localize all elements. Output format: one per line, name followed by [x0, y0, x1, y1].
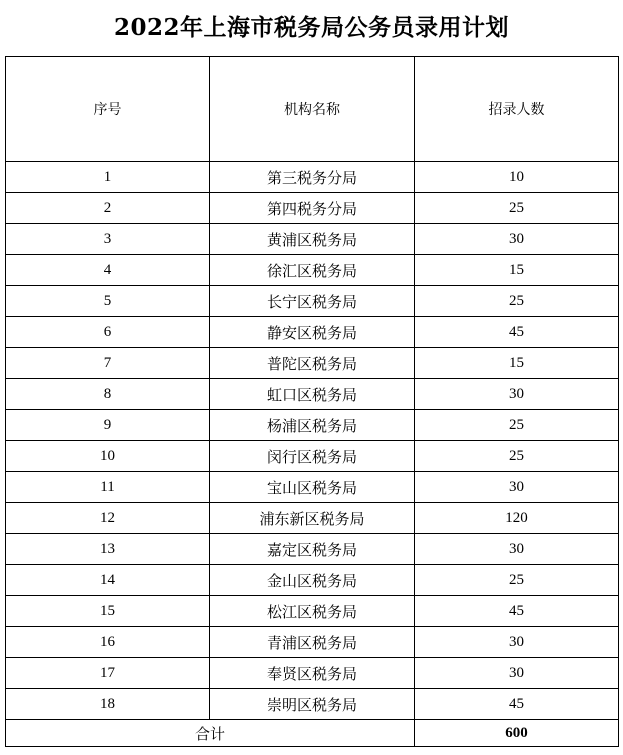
row-quota: 25: [415, 193, 619, 224]
row-quota: 30: [415, 534, 619, 565]
row-quota: 30: [415, 472, 619, 503]
table-row: [6, 348, 619, 379]
row-index: 14: [6, 565, 210, 596]
row-org-name: 宝山区税务局: [210, 472, 415, 503]
table-row: [6, 689, 619, 720]
header-quota: 招录人数: [415, 57, 619, 162]
recruitment-plan-table: [5, 56, 619, 747]
row-index: 6: [6, 317, 210, 348]
table-row: [6, 503, 619, 534]
table-header-row: [6, 57, 619, 162]
row-index: 18: [6, 689, 210, 720]
table-row: [6, 224, 619, 255]
row-index: 7: [6, 348, 210, 379]
row-org-name: 徐汇区税务局: [210, 255, 415, 286]
row-org-name: 金山区税务局: [210, 565, 415, 596]
row-index: 9: [6, 410, 210, 441]
row-quota: 25: [415, 286, 619, 317]
row-org-name: 第三税务分局: [210, 162, 415, 193]
row-index: 5: [6, 286, 210, 317]
table-row: [6, 596, 619, 627]
row-quota: 15: [415, 255, 619, 286]
row-org-name: 浦东新区税务局: [210, 503, 415, 534]
row-index: 3: [6, 224, 210, 255]
table-row: [6, 410, 619, 441]
total-label: 合计: [6, 720, 415, 747]
document-title: 2022年上海市税务局公务员录用计划: [113, 14, 509, 41]
table-row: [6, 658, 619, 689]
row-index: 2: [6, 193, 210, 224]
row-org-name: 虹口区税务局: [210, 379, 415, 410]
row-quota: 30: [415, 658, 619, 689]
row-index: 13: [6, 534, 210, 565]
table-row: [6, 317, 619, 348]
row-index: 1: [6, 162, 210, 193]
row-index: 15: [6, 596, 210, 627]
row-index: 4: [6, 255, 210, 286]
table-row: [6, 193, 619, 224]
row-org-name: 嘉定区税务局: [210, 534, 415, 565]
table-row: [6, 441, 619, 472]
row-org-name: 静安区税务局: [210, 317, 415, 348]
row-quota: 15: [415, 348, 619, 379]
row-quota: 25: [415, 565, 619, 596]
row-org-name: 松江区税务局: [210, 596, 415, 627]
row-quota: 25: [415, 441, 619, 472]
table-row: [6, 379, 619, 410]
total-row: [6, 720, 619, 747]
table-row: [6, 255, 619, 286]
row-quota: 45: [415, 596, 619, 627]
row-org-name: 杨浦区税务局: [210, 410, 415, 441]
row-org-name: 黄浦区税务局: [210, 224, 415, 255]
row-quota: 10: [415, 162, 619, 193]
row-quota: 30: [415, 627, 619, 658]
row-org-name: 崇明区税务局: [210, 689, 415, 720]
row-quota: 30: [415, 379, 619, 410]
row-quota: 120: [415, 503, 619, 534]
row-index: 16: [6, 627, 210, 658]
table-row: [6, 162, 619, 193]
row-org-name: 第四税务分局: [210, 193, 415, 224]
row-org-name: 普陀区税务局: [210, 348, 415, 379]
row-index: 10: [6, 441, 210, 472]
row-org-name: 闵行区税务局: [210, 441, 415, 472]
row-index: 11: [6, 472, 210, 503]
table-row: [6, 627, 619, 658]
row-quota: 25: [415, 410, 619, 441]
header-index: 序号: [6, 57, 210, 162]
table-row: [6, 534, 619, 565]
table-row: [6, 472, 619, 503]
row-index: 17: [6, 658, 210, 689]
table-row: [6, 565, 619, 596]
row-index: 12: [6, 503, 210, 534]
row-org-name: 奉贤区税务局: [210, 658, 415, 689]
row-quota: 45: [415, 689, 619, 720]
row-index: 8: [6, 379, 210, 410]
total-value: 600: [415, 720, 619, 747]
table-body: [6, 162, 619, 720]
row-quota: 45: [415, 317, 619, 348]
row-quota: 30: [415, 224, 619, 255]
row-org-name: 青浦区税务局: [210, 627, 415, 658]
header-org-name: 机构名称: [210, 57, 415, 162]
table-row: [6, 286, 619, 317]
row-org-name: 长宁区税务局: [210, 286, 415, 317]
